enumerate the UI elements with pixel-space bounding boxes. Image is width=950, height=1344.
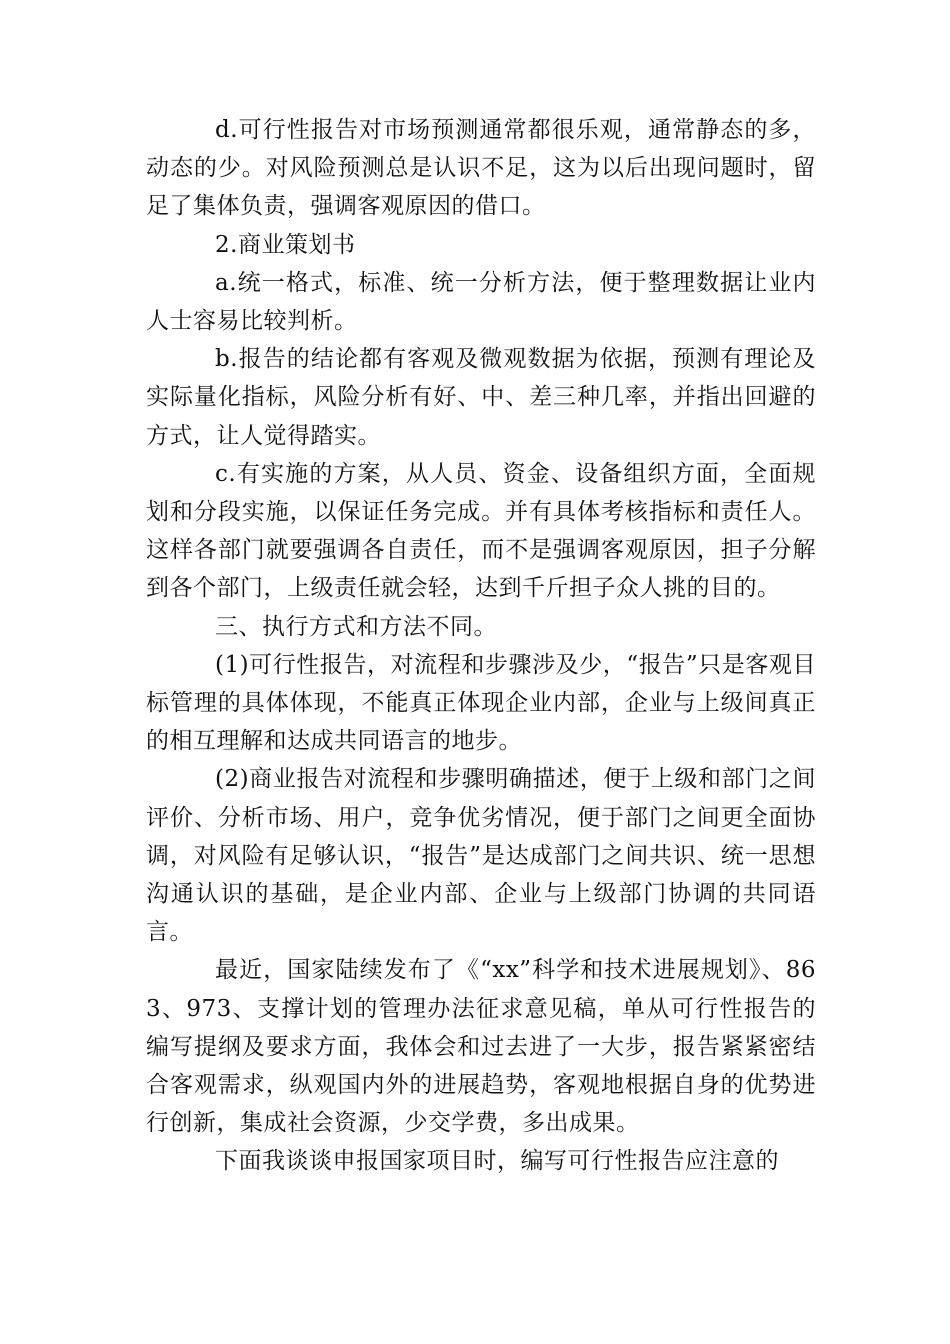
paragraph-execution-2: (2)商业报告对流程和步骤明确描述，便于上级和部门之间评价、分析市场、用户，竞争优劣情况，便于部门之间更全面协调，对风险有足够认识，“报告”是达成部门之间共识、统一思想沟通认识的基础，是企业内部、企业与上级部门协调的共同语言。 bbox=[146, 766, 816, 946]
paragraph-closing: 下面我谈谈申报国家项目时，编写可行性报告应注意的 bbox=[215, 1148, 779, 1175]
paragraph-business-b: b.报告的结论都有客观及微观数据为依据，预测有理论及实际量化指标，风险分析有好、中、差三种几率，并指出回避的方式，让人觉得踏实。 bbox=[146, 346, 816, 449]
paragraph-execution-1: (1)可行性报告，对流程和步骤涉及少，“报告”只是客观目标管理的具体体现，不能真正体现企业内部，企业与上级间真正的相互理解和达成共同语言的地步。 bbox=[146, 651, 816, 755]
heading-execution-methods: 三、执行方式和方法不同。 bbox=[215, 613, 497, 640]
paragraph-feasibility-d: d.可行性报告对市场预测通常都很乐观，通常静态的多，动态的少。对风险预测总是认识不足，这为以后出现问题时，留足了集体负责，强调客观原因的借口。 bbox=[146, 117, 816, 220]
heading-business-plan: 2.商业策划书 bbox=[215, 231, 356, 258]
paragraph-recent-policy: 最近，国家陆续发布了《“xx”科学和技术进展规划》、863、973、支撑计划的管理办法征求意见稿，单从可行性报告的编写提纲及要求方面，我体会和过去进了一大步，报告紧紧密结合客观需求，纵观国内外的进展趋势，客观地根据自身的优势进行创新，集成社会资源，少交学费，多出成果。 bbox=[146, 957, 816, 1137]
paragraph-business-a: a.统一格式，标准、统一分析方法，便于整理数据让业内人士容易比较判析。 bbox=[146, 269, 816, 335]
paragraph-business-c: c.有实施的方案，从人员、资金、设备组织方面，全面规划和分段实施，以保证任务完成。并有具体考核指标和责任人。这样各部门就要强调各自责任，而不是强调客观原因，担子分解到各个部门，上级责任就会轻，达到千斤担子众人挑的目的。 bbox=[146, 460, 816, 602]
document-body bbox=[146, 111, 816, 1181]
